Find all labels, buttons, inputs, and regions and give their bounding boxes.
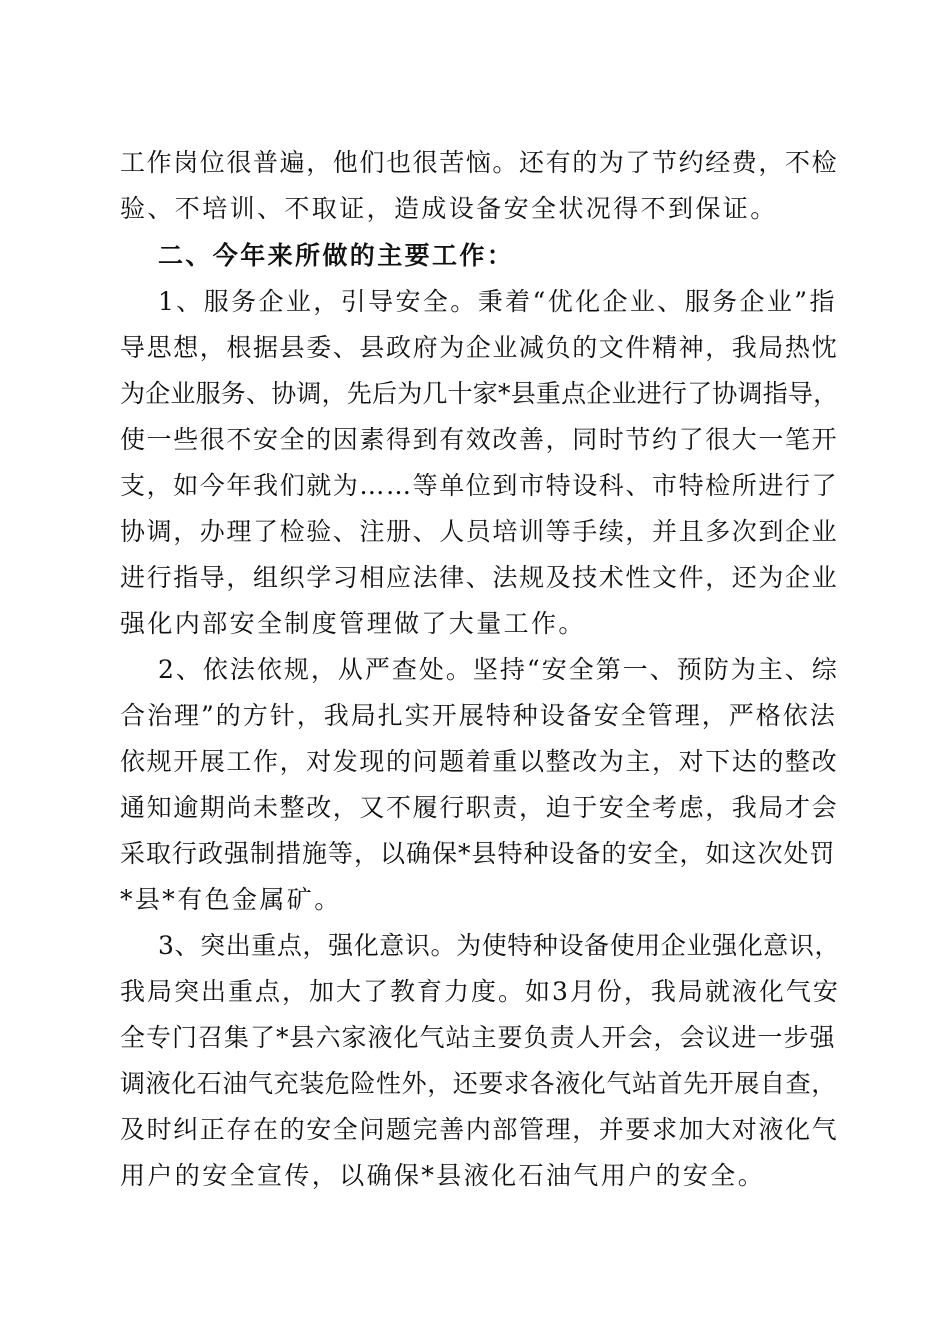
text-line: 进行指导，组织学习相应法律、法规及技术性文件，还为企业 (120, 563, 839, 592)
text-line: 验、不培训、不取证，造成设备安全状况得不到保证。 (120, 194, 778, 223)
text-line: 及时纠正存在的安全问题完善内部管理，并要求加大对液化气 (120, 1115, 839, 1144)
text-line: 调液化石油气充装危险性外，还要求各液化气站首先开展自查， (120, 1069, 837, 1098)
text-line: 用户的安全宣传，以确保*县液化石油气用户的安全。 (120, 1161, 766, 1190)
text-line: 依规开展工作，对发现的问题着重以整改为主，对下达的整改 (120, 747, 839, 776)
text-line: 2、依法依规，从严查处。坚持“安全第一、预防为主、综 (158, 655, 839, 684)
section-heading: 二、今年来所做的主要工作： (158, 241, 515, 270)
text-line: 强化内部安全制度管理做了大量工作。 (120, 609, 586, 638)
text-line: 协调，办理了检验、注册、人员培训等手续，并且多次到企业 (120, 517, 839, 546)
text-line: 我局突出重点，加大了教育力度。如3月份，我局就液化气安 (120, 977, 840, 1006)
text-line: 支，如今年我们就为……等单位到市特设科、市特检所进行了 (120, 471, 839, 500)
text-line: 导思想，根据县委、县政府为企业减负的文件精神，我局热忱 (120, 333, 839, 362)
text-line: 为企业服务、协调，先后为几十家*县重点企业进行了协调指导， (120, 379, 839, 408)
text-line: 工作岗位很普遍，他们也很苦恼。还有的为了节约经费，不检 (120, 148, 839, 177)
text-line: 3、突出重点，强化意识。为使特种设备使用企业强化意识， (158, 931, 841, 960)
text-line: 全专门召集了*县六家液化气站主要负责人开会，会议进一步强 (120, 1023, 836, 1052)
text-line: 采取行政强制措施等，以确保*县特种设备的安全，如这次处罚 (120, 839, 836, 868)
text-line: 1、服务企业，引导安全。秉着“优化企业、服务企业”指 (158, 287, 837, 316)
text-line: 使一些很不安全的因素得到有效改善，同时节约了很大一笔开 (120, 425, 839, 454)
text-line: *县*有色金属矿。 (120, 885, 342, 914)
text-line: 合治理”的方针，我局扎实开展特种设备安全管理，严格依法 (120, 701, 837, 730)
text-line: 通知逾期尚未整改，又不履行职责，迫于安全考虑，我局才会 (120, 793, 839, 822)
